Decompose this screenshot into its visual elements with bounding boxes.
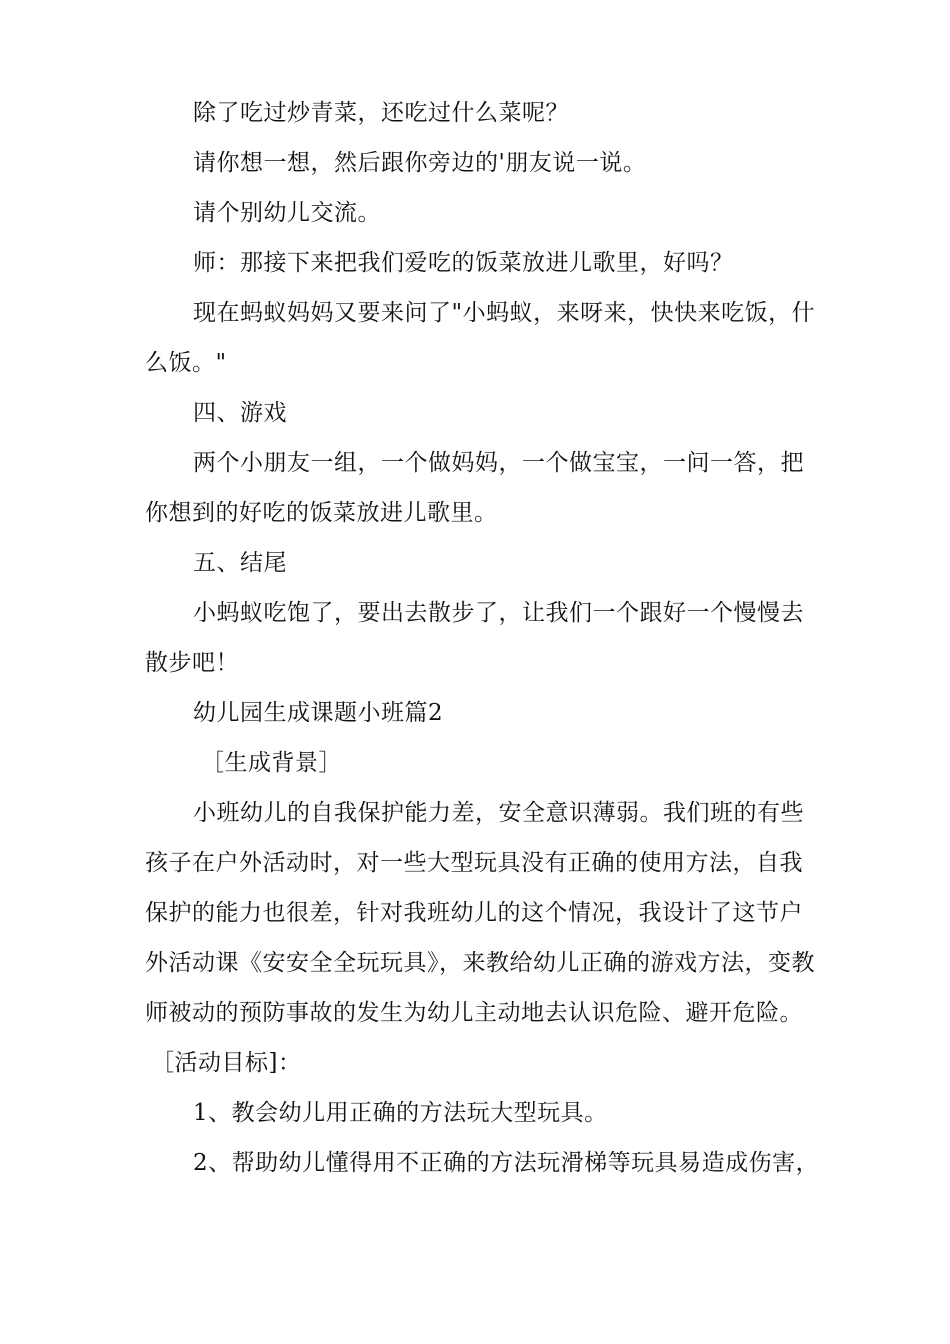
section-heading-background: ［生成背景］ bbox=[201, 750, 342, 776]
paragraph-2: 请你想一想，然后跟你旁边的'朋友说一说。 bbox=[193, 150, 647, 176]
article-title-part-2: 幼儿园生成课题小班篇2 bbox=[193, 700, 444, 726]
paragraph-7: 两个小朋友一组，一个做妈妈，一个做宝宝，一问一答，把你想到的好吃的饭菜放进儿歌里。 bbox=[145, 450, 804, 526]
paragraph-9: 小蚂蚁吃饱了，要出去散步了，让我们一个跟好一个慢慢去散步吧！ bbox=[145, 600, 804, 676]
paragraph-1: 除了吃过炒青菜，还吃过什么菜呢？ bbox=[193, 100, 569, 126]
paragraph-background: 小班幼儿的自我保护能力差，安全意识薄弱。我们班的有些孩子在户外活动时，对一些大型玩具没有正确的使用方法，自我保护的能力也很差，针对我班幼儿的这个情况，我设计了这节户外活动课《安安全全玩玩具》，来教给幼儿正确的游戏方法，变教师被动的预防事故的发生为幼儿主动地去认识危险、避开危险。 bbox=[145, 800, 815, 1026]
paragraph-3: 请个别幼儿交流。 bbox=[193, 200, 381, 226]
objective-item-2: 2、帮助幼儿懂得用不正确的方法玩滑梯等玩具易造成伤害， bbox=[193, 1150, 820, 1176]
section-heading-objectives: ［活动目标]： bbox=[151, 1050, 302, 1076]
section-heading-game: 四、游戏 bbox=[193, 400, 287, 426]
objective-item-1: 1、教会幼儿用正确的方法玩大型玩具。 bbox=[193, 1100, 608, 1126]
paragraph-4: 师：那接下来把我们爱吃的饭菜放进儿歌里，好吗？ bbox=[193, 250, 734, 276]
paragraph-5: 现在蚂蚁妈妈又要来问了"小蚂蚁，来呀来，快快来吃饭，什么饭。" bbox=[145, 300, 816, 376]
document-body bbox=[145, 88, 825, 1188]
section-heading-ending: 五、结尾 bbox=[193, 550, 287, 576]
